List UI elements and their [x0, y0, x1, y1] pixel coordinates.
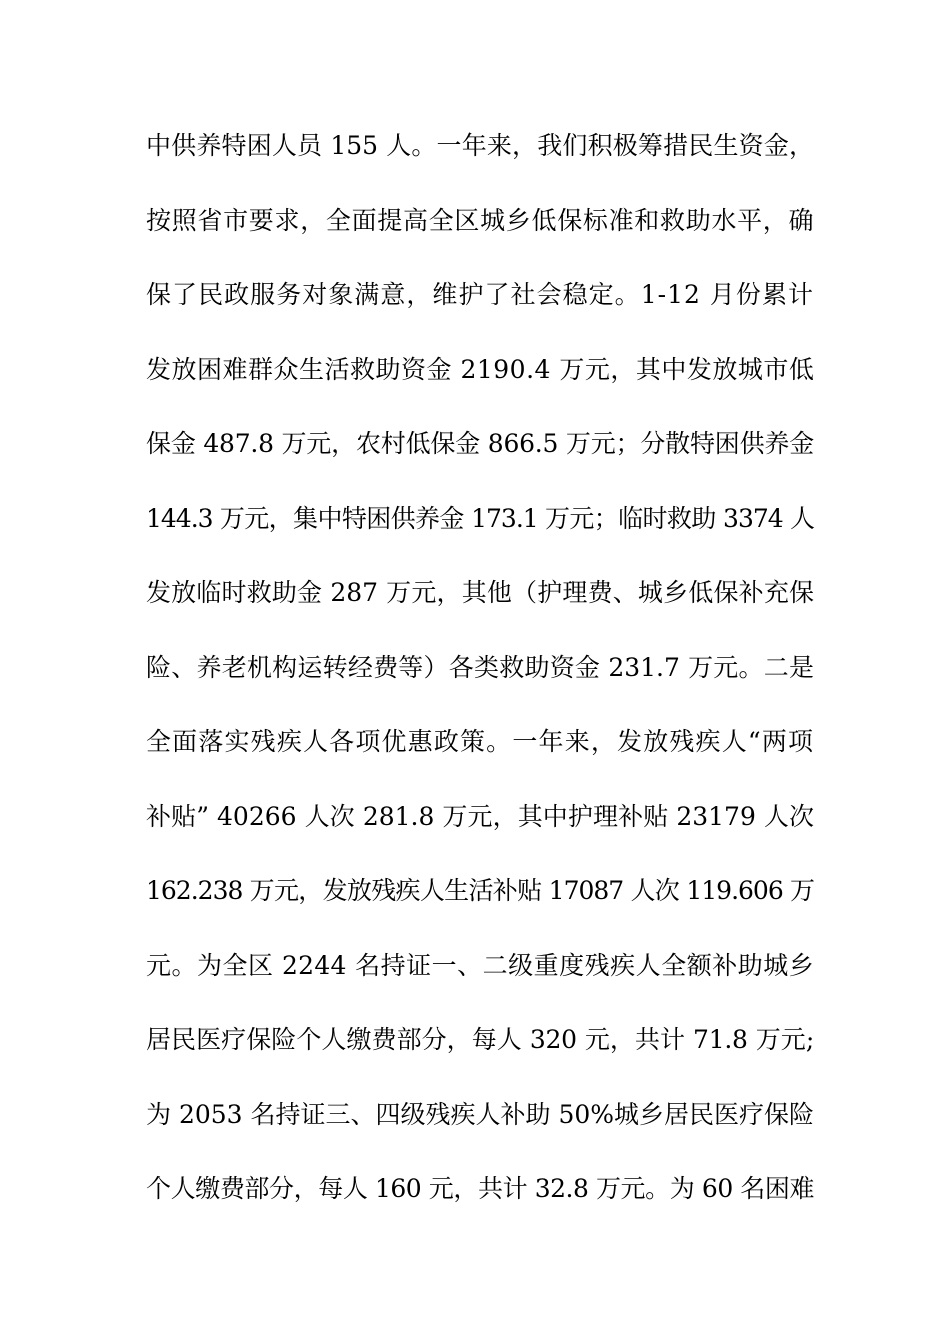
text-line: 162.238 万元，发放残疾人生活补贴 17087 人次 119.606 万 [146, 876, 814, 905]
text-line: 个人缴费部分，每人 160 元，共计 32.8 万元。为 60 名困难 [146, 1174, 814, 1203]
text-line: 保了民政服务对象满意，维护了社会稳定。1-12 月份累计 [146, 280, 814, 309]
text-line: 发放困难群众生活救助资金 2190.4 万元，其中发放城市低 [146, 354, 815, 384]
text-line: 补贴” 40266 人次 281.8 万元，其中护理补贴 23179 人次 [146, 801, 814, 831]
text-line: 险、养老机构运转经费等）各类救助资金 231.7 万元。二是 [146, 652, 814, 682]
text-line: 发放临时救助金 287 万元，其他（护理费、城乡低保补充保 [146, 578, 814, 607]
text-line: 全面落实残疾人各项优惠政策。一年来，发放残疾人“两项 [146, 727, 814, 756]
text-line: 元。为全区 2244 名持证一、二级重度残疾人全额补助城乡 [146, 950, 814, 980]
text-line: 为 2053 名持证三、四级残疾人补助 50%城乡居民医疗保险 [146, 1099, 815, 1129]
text-line: 按照省市要求，全面提高全区城乡低保标准和救助水平，确 [146, 205, 814, 235]
text-line: 中供养特困人员 155 人。一年来，我们积极筹措民生资金， [146, 131, 814, 160]
text-line: 居民医疗保险个人缴费部分，每人 320 元，共计 71.8 万元; [146, 1025, 814, 1054]
text-line: 144.3 万元，集中特困供养金 173.1 万元；临时救助 3374 人 [146, 503, 814, 533]
text-line: 保金 487.8 万元，农村低保金 866.5 万元；分散特困供养金 [146, 429, 814, 458]
body-text [146, 128, 814, 1246]
